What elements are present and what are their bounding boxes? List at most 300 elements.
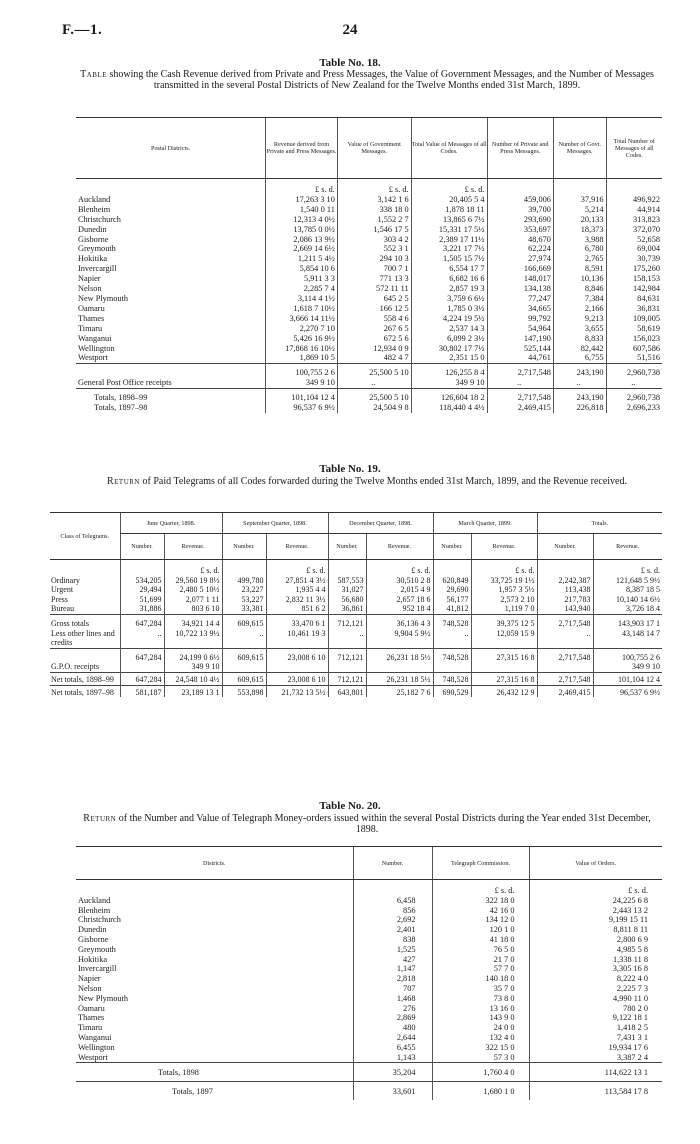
district-name: Auckland: [78, 194, 111, 204]
district-name: Blenheim: [78, 204, 111, 214]
table-cell: 6,554 17 7: [411, 264, 487, 274]
table-cell: 24 0 0: [432, 1023, 529, 1033]
table-cell: 8,833: [553, 334, 606, 344]
table-cell: 1,785 0 3½: [411, 304, 487, 314]
table-cell: 581,187: [120, 685, 164, 697]
table-cell: 17,263 3 10: [266, 195, 338, 205]
table-cell: 34,665: [487, 304, 553, 314]
table-cell: 1,119 7 0: [471, 604, 537, 614]
table-cell: 3,988: [553, 235, 606, 245]
table-cell: 57 7 0: [432, 964, 529, 974]
table-cell: 2,818: [353, 974, 432, 984]
table-cell: 3,759 6 6½: [411, 294, 487, 304]
table-cell: 4,990 11 0: [529, 994, 662, 1004]
t19-quarter-header: September Quarter, 1898.: [222, 513, 328, 534]
district-name: Nelson: [78, 983, 102, 993]
table-cell: 158,153: [606, 274, 662, 284]
table-cell: 2,832 11 3½: [266, 595, 328, 605]
table-cell: 338 18 0: [337, 205, 411, 215]
t19-subtotal-row: [50, 648, 662, 662]
t19-net-1897-row: [50, 685, 662, 697]
table-cell: 276: [353, 1004, 432, 1014]
t20-header-2: Telegraph Commission.: [432, 847, 529, 880]
table-cell: 4,985 5 8: [529, 945, 662, 955]
table-row: [50, 585, 662, 595]
subtotal-cell: 100,755 2 6: [266, 364, 338, 378]
table-cell: 12,059 15 9: [471, 629, 537, 649]
t19-unit: £ s. d.: [471, 560, 537, 576]
table-cell: 120 1 0: [432, 925, 529, 935]
table-cell: 7,431 3 1: [529, 1033, 662, 1043]
table20-title: Table No. 20.: [319, 800, 381, 812]
table-cell: 6,780: [553, 244, 606, 254]
table-cell: 1,525: [353, 945, 432, 955]
total-cell: 2,696,233: [606, 403, 662, 413]
table-cell: 30,739: [606, 254, 662, 264]
table-cell: ..: [120, 629, 164, 649]
table-cell: 39,375 12 5: [471, 614, 537, 628]
table-cell: 3,221 17 7½: [411, 244, 487, 254]
table-cell: 15,331 17 5½: [411, 225, 487, 235]
table-cell: 609,615: [222, 614, 266, 628]
table-cell: 851 6 2: [266, 604, 328, 614]
table-cell: 609,615: [222, 672, 266, 685]
t19-sub-header: Number.: [328, 534, 366, 560]
table-cell: 8,846: [553, 284, 606, 294]
t19-class-header: Class of Telegrams.: [50, 513, 120, 560]
table-cell: 53,227: [222, 595, 266, 605]
table-row: [76, 225, 662, 235]
table-cell: 69,004: [606, 244, 662, 254]
t18-unit-blank: [487, 179, 553, 195]
subtotal-cell: 243,190: [553, 364, 606, 378]
table19: [50, 512, 662, 697]
t20-units-blank: [76, 880, 353, 896]
table-cell: 44,914: [606, 205, 662, 215]
district-name: New Plymouth: [78, 293, 129, 303]
table18-caption: [78, 69, 656, 91]
total-cell: 33,601: [353, 1082, 432, 1100]
t20-header-0: Districts.: [76, 847, 353, 880]
table-cell: 8,811 8 11: [529, 925, 662, 935]
table-cell: 156,023: [606, 334, 662, 344]
district-name: Auckland: [78, 895, 111, 905]
table-cell: 553,898: [222, 685, 266, 697]
total-cell: Totals, 1897–98: [94, 403, 148, 413]
t20-units-blank: [353, 880, 432, 896]
total-cell: 2,717,548: [487, 389, 553, 403]
total-cell: 226,818: [553, 403, 606, 413]
table-cell: 1,878 18 11: [411, 205, 487, 215]
table-cell: 3,114 4 1½: [266, 294, 338, 304]
total-cell: 1,760 4 0: [432, 1063, 529, 1082]
t18-header-2: Value of Government Messages.: [337, 118, 411, 179]
table-cell: 6,455: [353, 1043, 432, 1053]
table-row: [76, 1013, 662, 1023]
table-cell: ..: [433, 629, 471, 649]
table-cell: 3,142 1 6: [337, 195, 411, 205]
table-row: [76, 964, 662, 974]
table-cell: 56,177: [433, 595, 471, 605]
table-cell: 2,389 17 11½: [411, 235, 487, 245]
table-cell: 35 7 0: [432, 984, 529, 994]
table-cell: 36,861: [328, 604, 366, 614]
table-cell: 23,008 6 10: [266, 672, 328, 685]
t19-quarter-header: March Quarter, 1899.: [433, 513, 537, 534]
table-cell: 2,537 14 3: [411, 324, 487, 334]
table-cell: 7,384: [553, 294, 606, 304]
table-cell: 2,285 7 4: [266, 284, 338, 294]
table-cell: 2,351 15 0: [411, 353, 487, 363]
table-cell: [328, 662, 366, 672]
table20-caption-text: of the Number and Value of Telegraph Money-orders issued within the several Postal Districts during the Year ended 31st December, 1898.: [118, 813, 651, 835]
table-cell: 36,136 4 3: [366, 614, 433, 628]
table-cell: 77,247: [487, 294, 553, 304]
district-name: Gisborne: [78, 934, 109, 944]
table-cell: 41,812: [433, 604, 471, 614]
gpo-cell: ..: [606, 378, 662, 388]
table-cell: 37,916: [553, 195, 606, 205]
table-cell: 349 9 10: [593, 662, 662, 672]
gpo-cell: ..: [487, 378, 553, 388]
table-cell: 267 6 5: [337, 324, 411, 334]
t19-units-row: [50, 560, 662, 576]
table-cell: 54,964: [487, 324, 553, 334]
table-cell: 143,940: [537, 604, 593, 614]
t18-unit: £ s. d.: [411, 179, 487, 195]
table-cell: 645 2 5: [337, 294, 411, 304]
total-cell: 2,960,738: [606, 389, 662, 403]
table-cell: 353,697: [487, 225, 553, 235]
table-cell: 780 2 0: [529, 1004, 662, 1014]
t18-unit-blank: [553, 179, 606, 195]
table-cell: [537, 662, 593, 672]
t18-header-0: Postal Districts.: [76, 118, 266, 179]
table-cell: 480: [353, 1023, 432, 1033]
table20-caption-lead: Return: [83, 813, 117, 824]
table-cell: 838: [353, 935, 432, 945]
district-name: Dunedin: [78, 224, 107, 234]
table-cell: 58,619: [606, 324, 662, 334]
class-name: Press: [51, 594, 68, 604]
table-cell: 142,984: [606, 284, 662, 294]
table-cell: 3,387 2 4: [529, 1053, 662, 1063]
district-name: Thames: [78, 1013, 105, 1023]
district-name: Westport: [78, 1052, 108, 1062]
class-name: Less other lines and credits: [51, 628, 115, 648]
t19-sub-header: Number.: [222, 534, 266, 560]
table-cell: 62,224: [487, 244, 553, 254]
table-row: [76, 1053, 662, 1063]
table-cell: 51,699: [120, 595, 164, 605]
table19-caption-text: of Paid Telegrams of all Codes forwarded during the Twelve Months ended 31st March, 1899, and the Revenue received.: [142, 476, 627, 487]
table-cell: 20,133: [553, 215, 606, 225]
table-cell: 6,755: [553, 353, 606, 363]
t18-subtotal-row: [76, 364, 662, 378]
table-cell: 134 12 0: [432, 915, 529, 925]
table-cell: 217,783: [537, 595, 593, 605]
table-row: [76, 896, 662, 906]
table-cell: 552 3 1: [337, 244, 411, 254]
table-cell: 647,284: [120, 672, 164, 685]
table-cell: [266, 662, 328, 672]
table-cell: 41 18 0: [432, 935, 529, 945]
table-row: [76, 994, 662, 1004]
table-cell: 12,934 0 9: [337, 344, 411, 354]
table-cell: 607,586: [606, 344, 662, 354]
table-cell: 13 16 0: [432, 1004, 529, 1014]
table-cell: 140 18 0: [432, 974, 529, 984]
t19-units-blank: [433, 560, 471, 576]
t18-header-6: Total Number of Messages of all Codes.: [606, 118, 662, 179]
table-cell: 20,405 5 4: [411, 195, 487, 205]
table-row: [76, 314, 662, 324]
total-cell: 2,469,415: [487, 403, 553, 413]
table-cell: 5,854 10 6: [266, 264, 338, 274]
t19-unit: £ s. d.: [593, 560, 662, 576]
table-cell: 73 8 0: [432, 994, 529, 1004]
table-cell: 29,560 19 8½: [164, 576, 222, 586]
t18-gpo-row: [76, 378, 662, 388]
t19-sub-header: Number.: [120, 534, 164, 560]
table18: [76, 117, 662, 413]
table-cell: 2,717,548: [537, 614, 593, 628]
table-cell: 1,211 5 4½: [266, 254, 338, 264]
table-cell: 96,537 6 9½: [593, 685, 662, 697]
district-name: Invercargill: [78, 964, 117, 974]
table-cell: 48,670: [487, 235, 553, 245]
table-row: [76, 955, 662, 965]
table-cell: 712,121: [328, 648, 366, 662]
table-cell: 166,669: [487, 264, 553, 274]
table-cell: 499,780: [222, 576, 266, 586]
table-row: [76, 274, 662, 284]
table-cell: 27,315 16 8: [471, 672, 537, 685]
table-cell: 5,911 3 3: [266, 274, 338, 284]
table-cell: 26,432 12 9: [471, 685, 537, 697]
table-cell: 803 6 10: [164, 604, 222, 614]
table-cell: 27,315 16 8: [471, 648, 537, 662]
total-cell: 113,584 17 8: [529, 1082, 662, 1100]
table-cell: 1,618 7 10½: [266, 304, 338, 314]
table-cell: 51,516: [606, 353, 662, 363]
table-cell: 482 4 7: [337, 353, 411, 363]
table-cell: 5,214: [553, 205, 606, 215]
t19-unit: £ s. d.: [266, 560, 328, 576]
t20-units-row: [76, 880, 662, 896]
t19-quarter-header: June Quarter, 1898.: [120, 513, 222, 534]
table-cell: 534,205: [120, 576, 164, 586]
table-row: [50, 604, 662, 614]
table-cell: 1,546 17 5: [337, 225, 411, 235]
table-cell: 57 3 0: [432, 1053, 529, 1063]
subtotal-cell: 25,500 5 10: [337, 364, 411, 378]
table-cell: 101,104 12 4: [593, 672, 662, 685]
t19-header-row-2: [50, 534, 662, 560]
district-name: Thames: [78, 313, 105, 323]
table-cell: 748,528: [433, 672, 471, 685]
page-number: 24: [342, 22, 358, 38]
table-row: [76, 925, 662, 935]
table-cell: 2,573 2 10: [471, 595, 537, 605]
table-cell: 2,166: [553, 304, 606, 314]
table-cell: 1,505 15 7½: [411, 254, 487, 264]
table-cell: 100,755 2 6: [593, 648, 662, 662]
district-name: New Plymouth: [78, 993, 129, 1003]
table-cell: 2,480 5 10½: [164, 585, 222, 595]
t19-net-1898-row: [50, 672, 662, 685]
table-row: [76, 205, 662, 215]
table-row: [76, 244, 662, 254]
table-cell: 322 15 0: [432, 1043, 529, 1053]
total-cell: 243,190: [553, 389, 606, 403]
district-name: Invercargill: [78, 264, 117, 274]
gpo-cell: 349 9 10: [266, 378, 338, 388]
table-cell: 771 13 3: [337, 274, 411, 284]
table-cell: 18,373: [553, 225, 606, 235]
class-name: Net totals, 1897–98: [50, 685, 120, 697]
table-cell: 23,189 13 1: [164, 685, 222, 697]
table19-title: Table No. 19.: [319, 463, 381, 475]
table-cell: 147,190: [487, 334, 553, 344]
table-cell: 21,732 13 5½: [266, 685, 328, 697]
table-cell: 6,682 16 6: [411, 274, 487, 284]
district-name: Wellington: [78, 1042, 115, 1052]
table-cell: 9,904 5 9½: [366, 629, 433, 649]
table-cell: 30,802 17 7½: [411, 344, 487, 354]
table-cell: 349 9 10: [164, 662, 222, 672]
table-cell: 29,690: [433, 585, 471, 595]
district-name: Greymouth: [78, 944, 116, 954]
class-name: Gross totals: [50, 614, 120, 628]
t19-units-blank: [120, 560, 164, 576]
table-cell: 4,224 19 5½: [411, 314, 487, 324]
table-cell: 427: [353, 955, 432, 965]
table-cell: 109,005: [606, 314, 662, 324]
table-cell: 707: [353, 984, 432, 994]
class-name: [50, 648, 120, 662]
table-cell: 952 18 4: [366, 604, 433, 614]
class-name: G.P.O. receipts: [51, 662, 99, 672]
total-cell: 101,104 12 4: [266, 389, 338, 403]
table-cell: [120, 662, 164, 672]
table-cell: 121,648 5 9½: [593, 576, 662, 586]
subtotal-cell: [76, 364, 266, 378]
table-row: [76, 195, 662, 205]
table-cell: 700 7 1: [337, 264, 411, 274]
table-cell: 6,458: [353, 896, 432, 906]
table-row: [76, 984, 662, 994]
district-name: Oamaru: [78, 303, 105, 313]
table-cell: 76 5 0: [432, 945, 529, 955]
table-cell: 643,801: [328, 685, 366, 697]
t18-header-4: Number of Private and Press Messages.: [487, 118, 553, 179]
table-row: [76, 353, 662, 363]
t19-sub-header: Number.: [433, 534, 471, 560]
table-cell: 12,313 4 0½: [266, 215, 338, 225]
table-cell: 148,017: [487, 274, 553, 284]
district-name: Hokitika: [78, 254, 108, 264]
table-row: [76, 344, 662, 354]
t20-total-row: [76, 1063, 662, 1082]
district-name: Hokitika: [78, 954, 108, 964]
table-cell: 84,631: [606, 294, 662, 304]
table-cell: 166 12 5: [337, 304, 411, 314]
table-cell: 134,138: [487, 284, 553, 294]
t19-sub-header: Revenue.: [164, 534, 222, 560]
table-cell: 1,540 0 11: [266, 205, 338, 215]
table-cell: 10,140 14 6½: [593, 595, 662, 605]
table-cell: 1,418 2 5: [529, 1023, 662, 1033]
table-cell: 1,552 2 7: [337, 215, 411, 225]
table-row: [76, 1033, 662, 1043]
total-cell: 118,440 4 4½: [411, 403, 487, 413]
table-cell: 294 10 3: [337, 254, 411, 264]
table-cell: 1,869 10 5: [266, 353, 338, 363]
table-cell: 44,761: [487, 353, 553, 363]
district-name: Timaru: [78, 323, 103, 333]
table-cell: 24,225 6 8: [529, 896, 662, 906]
table-cell: 647,284: [120, 614, 164, 628]
table-cell: ..: [222, 629, 266, 649]
table-cell: 43,148 14 7: [593, 629, 662, 649]
table-cell: 647,284: [120, 648, 164, 662]
table-cell: [433, 662, 471, 672]
t18-unit: £ s. d.: [337, 179, 411, 195]
table-cell: 372,070: [606, 225, 662, 235]
t19-quarter-header: December Quarter, 1898.: [328, 513, 433, 534]
table-cell: 558 4 6: [337, 314, 411, 324]
t18-unit-blank: [606, 179, 662, 195]
table-cell: 36,831: [606, 304, 662, 314]
table-cell: 113,438: [537, 585, 593, 595]
table-cell: 1,143: [353, 1053, 432, 1063]
t19-header-row-1: [50, 513, 662, 534]
table-cell: 2,644: [353, 1033, 432, 1043]
table-cell: 2,869: [353, 1013, 432, 1023]
district-name: Nelson: [78, 284, 102, 294]
table-cell: 31,886: [120, 604, 164, 614]
total-cell: 126,604 18 2: [411, 389, 487, 403]
gpo-cell: 349 9 10: [411, 378, 487, 388]
t18-units-blank: [76, 179, 266, 195]
t20-total-row: [76, 1082, 662, 1100]
total-cell: 96,537 6 9½: [266, 403, 338, 413]
t19-units-blank: [328, 560, 366, 576]
table-cell: 2,717,548: [537, 648, 593, 662]
table18-caption-lead: Table: [80, 69, 107, 80]
table-cell: 10,136: [553, 274, 606, 284]
total-cell: 1,680 1 0: [432, 1082, 529, 1100]
table-row: [76, 915, 662, 925]
table-cell: 143,903 17 1: [593, 614, 662, 628]
table-cell: 9,122 18 1: [529, 1013, 662, 1023]
t20-unit: £ s. d.: [432, 880, 529, 896]
t20-header-3: Value of Orders.: [529, 847, 662, 880]
table-cell: 3,305 16 8: [529, 964, 662, 974]
district-name: Napier: [78, 974, 101, 984]
table-cell: 26,231 18 5½: [366, 648, 433, 662]
table20-caption: [78, 813, 656, 835]
table-cell: 82,442: [553, 344, 606, 354]
table19-caption-lead: Return: [106, 476, 140, 487]
t18-total-row: [76, 403, 662, 413]
table-cell: 5,426 16 9½: [266, 334, 338, 344]
t20-header-1: Number.: [353, 847, 432, 880]
table-cell: 132 4 0: [432, 1033, 529, 1043]
district-name: Wanganui: [78, 1032, 112, 1042]
table-cell: 8,591: [553, 264, 606, 274]
